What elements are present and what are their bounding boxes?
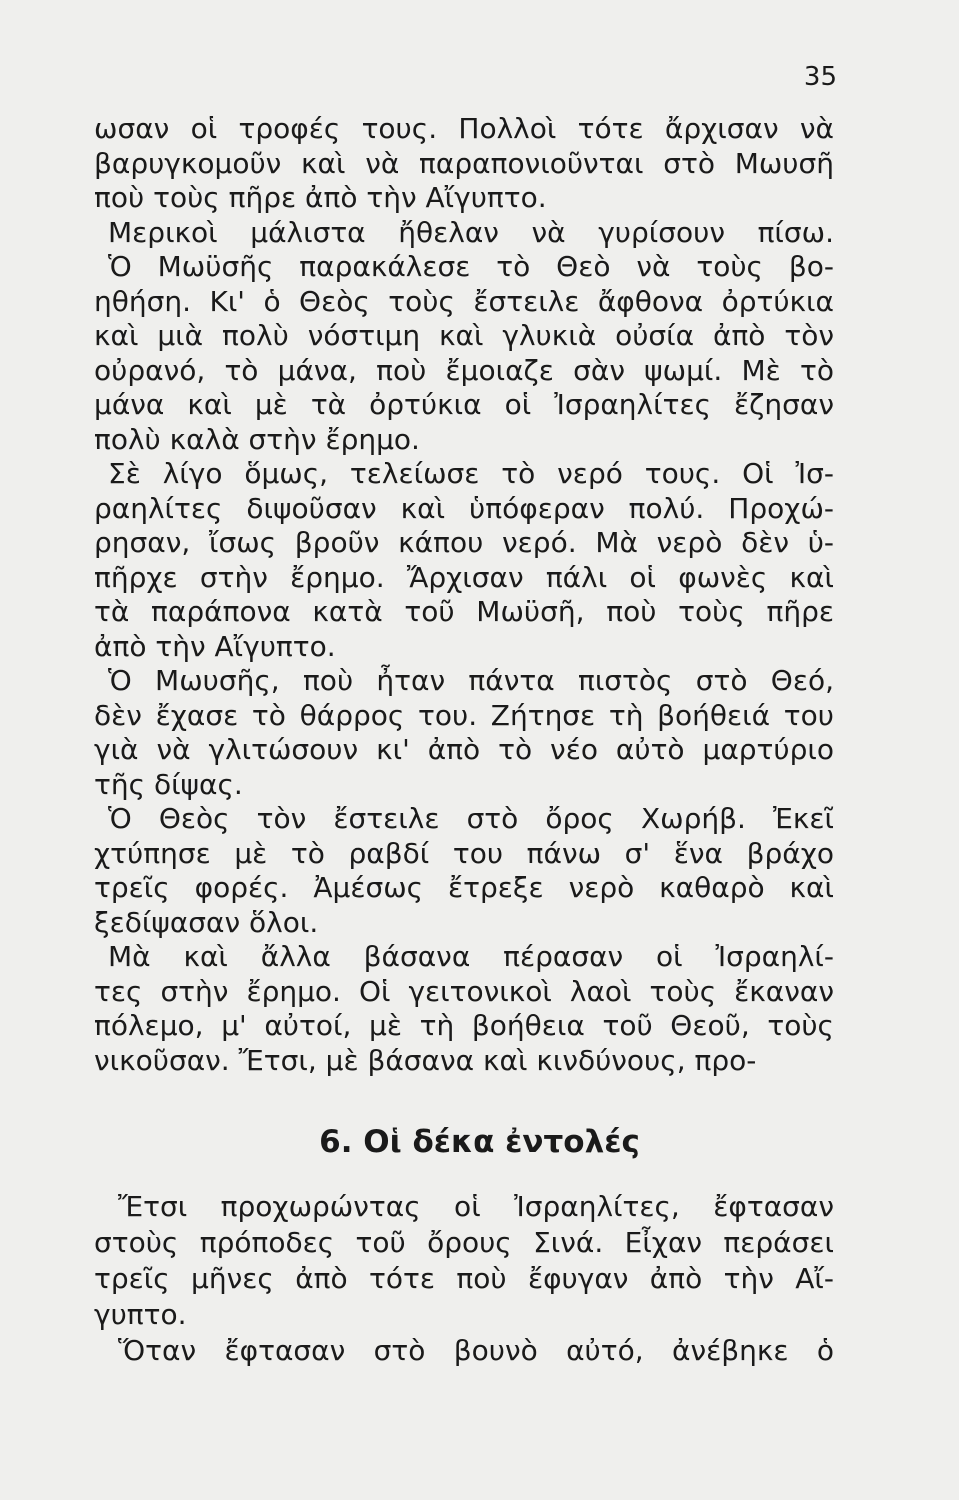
text-line: πόλεμο, μ' αὐτοί, μὲ τὴ βοήθεια τοῦ Θεοῦ, τοὺς — [94, 1009, 834, 1042]
text-line: Ὁ Μωυσῆς, ποὺ ἦταν πάντα πιστὸς στὸ Θεό, — [108, 664, 834, 697]
text-line: πῆρχε στὴν ἔρημο. Ἄρχισαν πάλι οἱ φωνὲς καὶ — [94, 560, 834, 594]
text-line: ἀπὸ τὴν Αἴγυπτο. — [94, 629, 336, 663]
text-line: Ὁ Μωϋσῆς παρακάλεσε τὸ Θεὸ νὰ τοὺς βο- — [108, 250, 834, 283]
text-line: τῆς δίψας. — [94, 767, 243, 801]
text-line: Μὰ καὶ ἄλλα βάσανα πέρασαν οἱ Ἰσραηλί- — [108, 940, 834, 973]
text-line: Ὁ Θεὸς τὸν ἔστειλε στὸ ὄρος Χωρήβ. Ἐκεῖ — [108, 802, 834, 835]
page-number: 35 — [803, 62, 837, 92]
text-line: τὰ παράπονα κατὰ τοῦ Μωϋσῆ, ποὺ τοὺς πῆρε — [94, 595, 834, 628]
text-line: γυπτο. — [94, 1298, 187, 1331]
text-line: τες στὴν ἔρημο. Οἱ γειτονικοὶ λαοὶ τοὺς ἔκαναν — [94, 974, 834, 1008]
text-line: πολὺ καλὰ στὴν ἔρημο. — [94, 422, 420, 456]
text-line: ρησαν, ἴσως βροῦν κάπου νερό. Μὰ νερὸ δὲν ὑ- — [94, 526, 834, 559]
text-line: νικοῦσαν. Ἔτσι, μὲ βάσανα καὶ κινδύνους, προ- — [94, 1043, 757, 1077]
text-line: Μερικοὶ μάλιστα ἤθελαν νὰ γυρίσουν πίσω. — [108, 215, 834, 249]
section-heading: 6. Οἱ δέκα ἐντολές — [319, 1124, 640, 1160]
text-line: ξεδίψασαν ὅλοι. — [94, 905, 319, 939]
text-line: Ὅταν ἔφτασαν στὸ βουνὸ αὐτό, ἀνέβηκε ὁ — [118, 1334, 834, 1367]
text-line: οὐρανό, τὸ μάνα, ποὺ ἔμοιαζε σὰν ψωμί. Μὲ τὸ — [94, 353, 834, 387]
text-line: ηθήση. Κι' ὁ Θεὸς τοὺς ἔστειλε ἄφθονα ὀρτύκια — [94, 284, 834, 318]
text-line: καὶ μιὰ πολὺ νόστιμη καὶ γλυκιὰ οὐσία ἀπὸ τὸν — [94, 319, 834, 352]
text-line: Ἔτσι προχωρώντας οἱ Ἰσραηλίτες, ἔφτασαν — [118, 1190, 834, 1223]
text-line: τρεῖς φορές. Ἀμέσως ἔτρεξε νερὸ καθαρὸ καὶ — [94, 871, 834, 904]
text-line: ποὺ τοὺς πῆρε ἀπὸ τὴν Αἴγυπτο. — [94, 181, 547, 214]
text-line: βαρυγκομοῦν καὶ νὰ παραπονιοῦνται στὸ Μωυσῆ — [94, 146, 834, 180]
text-line: δὲν ἔχασε τὸ θάρρος του. Ζήτησε τὴ βοήθειά του — [94, 698, 834, 732]
text-line: χτύπησε μὲ τὸ ραβδί του πάνω σ' ἕνα βράχο — [94, 836, 834, 870]
text-line: μάνα καὶ μὲ τὰ ὀρτύκια οἱ Ἰσραηλίτες ἔζησαν — [94, 388, 834, 421]
text-line: στοὺς πρόποδες τοῦ ὄρους Σινά. Εἶχαν περάσει — [94, 1226, 834, 1259]
text-line: γιὰ νὰ γλιτώσουν κι' ἀπὸ τὸ νέο αὐτὸ μαρτύριο — [94, 733, 834, 766]
text-line: Σὲ λίγο ὅμως, τελείωσε τὸ νερό τους. Οἱ Ἰσ- — [108, 457, 834, 490]
text-line: ραηλίτες διψοῦσαν καὶ ὑπόφεραν πολύ. Προχώ- — [94, 491, 834, 525]
text-line: τρεῖς μῆνες ἀπὸ τότε ποὺ ἔφυγαν ἀπὸ τὴν Αἴ- — [94, 1262, 834, 1295]
text-line: ωσαν οἱ τροφές τους. Πολλοὶ τότε ἄρχισαν νὰ — [94, 112, 834, 145]
